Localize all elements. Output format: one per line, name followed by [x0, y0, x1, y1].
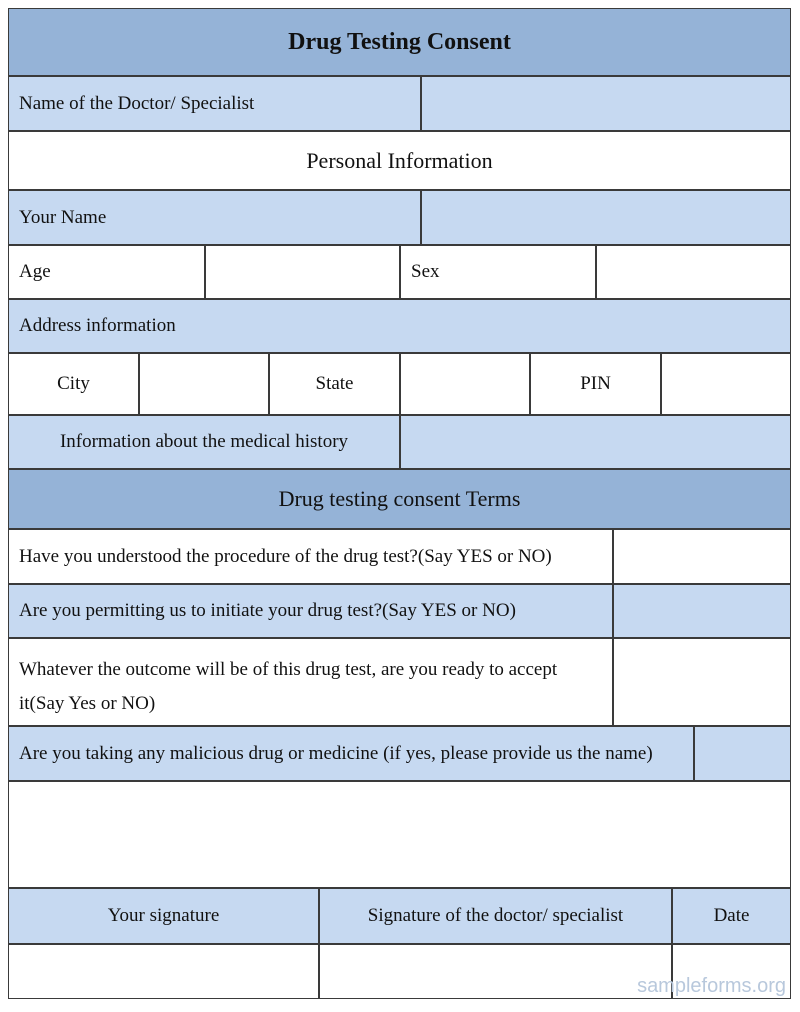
form-title-row — [9, 9, 790, 77]
question-1-row — [9, 530, 790, 585]
drug-testing-consent-form — [8, 8, 791, 999]
question-4-text: Are you taking any malicious drug or medicine (if yes, please provide us the name) — [19, 742, 653, 764]
question-3-text-line-1: Whatever the outcome will be of this drug test, are you ready to accept — [19, 659, 558, 680]
question-2-cell — [9, 585, 614, 637]
age-field[interactable] — [206, 246, 401, 298]
your-name-label: Your Name — [19, 206, 107, 228]
state-field[interactable] — [401, 354, 531, 414]
address-label: Address information — [19, 315, 176, 336]
terms-heading-row — [9, 470, 790, 530]
medical-history-row — [9, 416, 790, 470]
question-2-text: Are you permitting us to initiate your drug test?(Say YES or NO) — [19, 600, 516, 621]
city-field[interactable] — [140, 354, 270, 414]
address-heading-row — [9, 300, 790, 354]
sex-label: Sex — [411, 261, 440, 282]
your-name-field[interactable] — [422, 191, 790, 244]
question-1-cell — [9, 530, 614, 583]
your-signature-header-cell — [9, 889, 320, 943]
state-label: State — [315, 373, 354, 394]
question-3-cell — [9, 639, 614, 725]
drug-name-text-area[interactable] — [9, 782, 790, 889]
medical-history-label: Information about the medical history — [59, 431, 349, 452]
question-3-text-line-2: it(Say Yes or NO) — [19, 693, 156, 714]
your-name-row — [9, 191, 790, 246]
question-1-text: Have you understood the procedure of the drug test?(Say YES or NO) — [19, 545, 552, 567]
doctor-signature-label: Signature of the doctor/ specialist — [367, 905, 624, 926]
medical-history-label-cell — [9, 416, 401, 468]
your-signature-label: Your signature — [107, 905, 220, 926]
pin-label: PIN — [580, 373, 611, 394]
city-label-cell — [9, 354, 140, 414]
terms-heading: Drug testing consent Terms — [278, 486, 521, 511]
city-state-pin-row — [9, 354, 790, 416]
question-3-answer-field[interactable] — [614, 639, 790, 725]
pin-label-cell — [531, 354, 662, 414]
medical-history-field[interactable] — [401, 416, 790, 468]
watermark-text: sampleforms.org — [637, 975, 786, 997]
date-label: Date — [713, 905, 750, 926]
your-signature-field[interactable] — [9, 945, 320, 998]
doctor-name-field[interactable] — [422, 77, 790, 130]
question-4-cell — [9, 727, 695, 780]
doctor-label-cell — [9, 77, 422, 130]
city-label: City — [57, 373, 90, 394]
age-label-cell — [9, 246, 206, 298]
form-title: Drug Testing Consent — [288, 29, 511, 55]
question-2-answer-field[interactable] — [614, 585, 790, 637]
date-header-cell — [673, 889, 790, 943]
personal-info-heading: Personal Information — [306, 147, 493, 173]
doctor-signature-field[interactable] — [320, 945, 673, 998]
question-3-row — [9, 639, 790, 727]
question-1-answer-field[interactable] — [614, 530, 790, 583]
sex-label-cell — [401, 246, 597, 298]
personal-info-heading-row — [9, 132, 790, 191]
state-label-cell — [270, 354, 401, 414]
your-name-label-cell — [9, 191, 422, 244]
sex-field[interactable] — [597, 246, 790, 298]
doctor-signature-header-cell — [320, 889, 673, 943]
question-2-row — [9, 585, 790, 639]
doctor-label: Name of the Doctor/ Specialist — [19, 92, 255, 114]
age-sex-row — [9, 246, 790, 300]
question-4-answer-field[interactable] — [695, 727, 790, 780]
age-label: Age — [19, 261, 51, 282]
signature-header-row — [9, 889, 790, 945]
question-4-row — [9, 727, 790, 782]
pin-field[interactable] — [662, 354, 790, 414]
doctor-row — [9, 77, 790, 132]
